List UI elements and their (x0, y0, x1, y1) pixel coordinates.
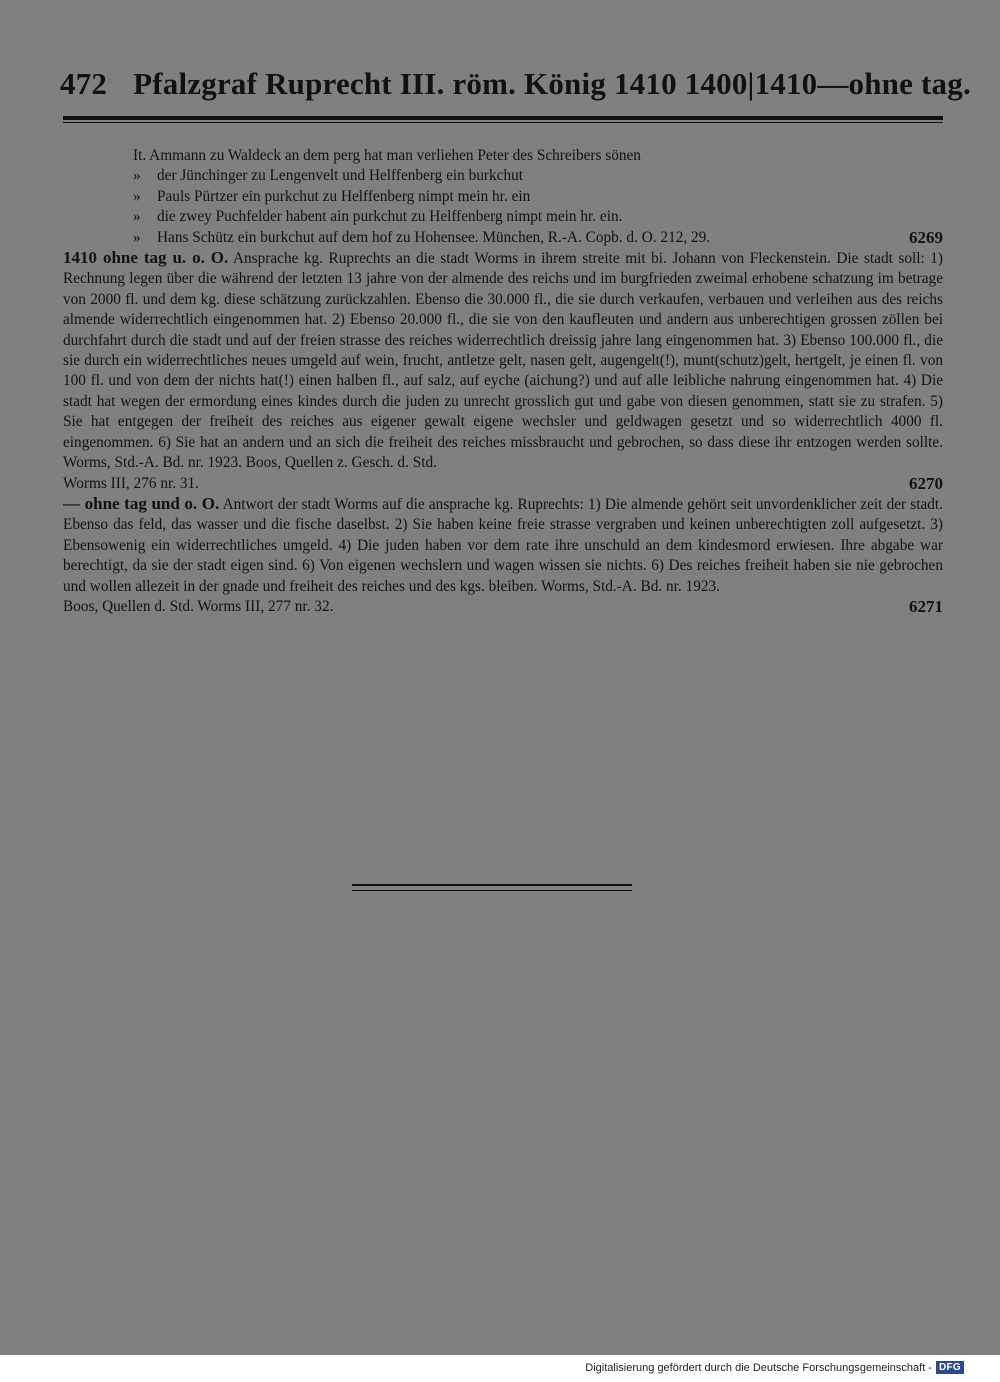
dfg-logo-icon: DFG (936, 1361, 964, 1374)
ditto-marker: » (133, 228, 141, 246)
ditto-marker: » (133, 167, 141, 185)
list-line (133, 228, 943, 248)
entry-date-lead: 1410 ohne tag u. o. O. (63, 248, 229, 268)
entry-text: Antwort der stadt Worms auf die ansprache kg. Ruprechts: 1) Die almende gehört seit unvordenklicher zeit der stadt. Ebenso das feld, das wasser und die fische daselbst. 2) Sie haben keine freie strasse vergraben und keinen unberechtigten zoll aufgesetzt. 3) Ebensowenig ein widerrechtliches umgeld. 4) Die juden haben vor dem rate ihre unschuld an dem kindesmord erwiesen. Ihre abgabe war berechtigt, da sie der stadt eigen sind. 6) Von eigenen wechslern und wagen wissen sie nichts. 6) Des reiches freiheit haben sie nie gebrochen und wollen allezeit in der gnade und freiheit des reiches und des kgs. bleiben. Worms, Std.-A. Bd. nr. 1923. (63, 495, 944, 595)
section-end-rule-thin (352, 890, 632, 891)
list-block (133, 146, 943, 248)
entry-citation: Boos, Quellen d. Std. Worms III, 277 nr. 32. (63, 597, 334, 615)
entry-text: Ansprache kg. Ruprechts an die stadt Worms in ihrem streite mit bi. Johann von Fleckenstein. Die stadt soll: 1) Rechnung legen über die während der letzten 13 jahre von der almende des reichs und im burgfrieden zweimal erhobene schatzung im betrage von 2000 fl. und dem kg. diese schätzung zurückzahlen. Ebenso die 30.000 fl., die sie durch verkaufen, verbauen und verleihen aus des reichs almende widerrechtlich eingenommen hat. 2) Ebenso 20.000 fl., die sie von den kaufleuten und andern aus unberechtigen grossen zöllen bei durchfahrt durch die stadt und auf der freien strasse des reiches widerrechtlich dreissig jahre lang eingenommen hat. 3) Ebenso 100.000 fl., die sie durch ein widerrechtliches neues umgeld auf wein, frucht, antletze gelt, nasen gelt, augengelt(!), munt(schutz)gelt, hertgelt, je einen fl. von 100 fl. und von dem der nichts hat(!) einen halben fl., auf salz, auf eyche (aichung?) und auf alle leibliche nahrung eingenommen hat. 4) Die stadt hat wegen der ermordung eines kindes durch die juden zu unrecht grosslich gut und gabe von diesen genommen, statt sie zu strafen. 5) Sie hat entgegen der freiheit des reiches aus eigener gewalt eigene wechsler und geldwagen gesetzt und so widerrechtlich 4000 fl. eingenommen. 6) Sie hat an andern und an sich die freiheit des reiches missbraucht und gebrochen, so dass diese ihr entzogen werden sollte. Worms, Std.-A. Bd. nr. 1923. Boos, Quellen z. Gesch. d. Std. (63, 250, 943, 472)
entry-citation: Worms III, 276 nr. 31. (63, 474, 199, 492)
ditto-marker: » (133, 187, 141, 205)
page-number: 472 (60, 66, 108, 101)
entry-6271 (63, 494, 943, 617)
ditto-marker: » (133, 208, 141, 226)
footer-text: Digitalisierung gefördert durch die Deutsche Forschungsgemeinschaft - (585, 1361, 932, 1374)
footer (585, 1361, 964, 1374)
list-line (133, 166, 943, 186)
page-header (60, 66, 971, 102)
entry-number: 6271 (909, 596, 943, 616)
entry-end-row (63, 474, 943, 494)
entry-date-lead: — ohne tag und o. O. (63, 493, 220, 513)
header-rule-thin (63, 122, 943, 123)
list-line-text: Hans Schütz ein burkchut auf dem hof zu Hohensee. München, R.-A. Copb. d. O. 212, 29. (157, 228, 711, 246)
list-line (133, 187, 943, 207)
entry-6270 (63, 248, 943, 494)
list-line-text: Pauls Pürtzer ein purkchut zu Helffenberg nimpt mein hr. ein (157, 187, 531, 205)
list-line-text: der Jünchinger zu Lengenvelt und Helffenberg ein burkchut (157, 167, 524, 185)
section-end-rule (352, 884, 632, 886)
list-line-text: die zwey Puchfelder habent ain purkchut zu Helffenberg nimpt mein hr. ein. (157, 208, 623, 226)
entry-number: 6270 (909, 473, 943, 493)
entry-end-row (63, 597, 943, 617)
running-title: Pfalzgraf Ruprecht III. röm. König 1410 1400|1410—ohne tag. (133, 66, 971, 101)
list-line (133, 207, 943, 227)
list-line-text: It. Ammann zu Waldeck an dem perg hat man verliehen Peter des Schreibers sönen (133, 147, 641, 164)
header-rule-thick (63, 116, 943, 120)
document-body (63, 146, 943, 617)
entry-number: 6269 (909, 227, 943, 247)
list-line (133, 146, 943, 166)
